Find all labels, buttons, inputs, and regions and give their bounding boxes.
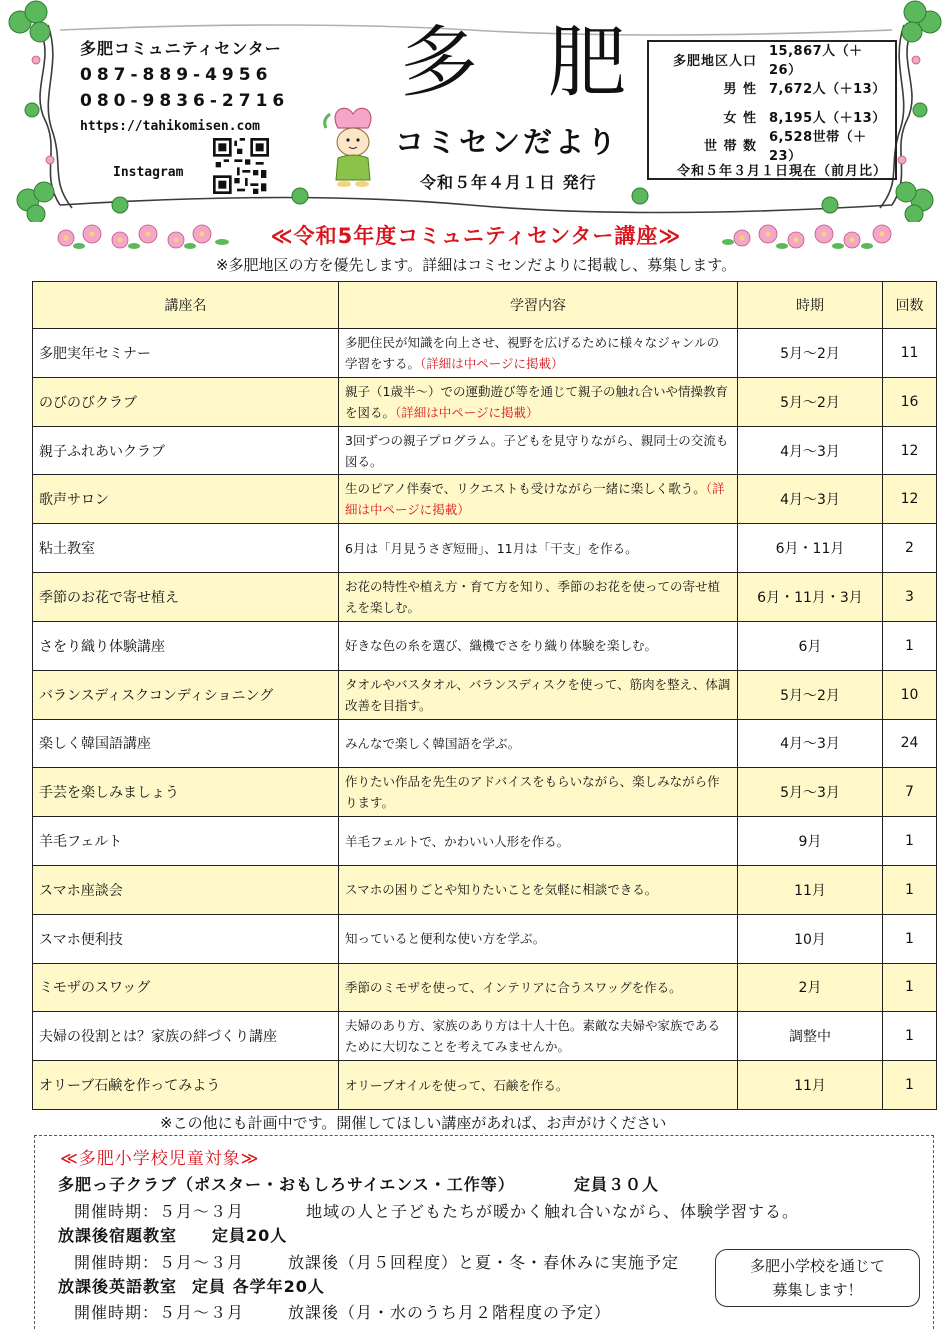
course-period-cell: 11月 (738, 865, 883, 914)
table-row (33, 377, 937, 426)
course-name-cell: 楽しく韓国語講座 (33, 719, 339, 768)
table-row (33, 621, 937, 670)
population-row (657, 129, 887, 164)
course-count-cell: 16 (883, 377, 937, 426)
course-count-cell: 1 (883, 914, 937, 963)
population-value: 8,195人（＋13） (769, 110, 886, 126)
course-content-cell (339, 865, 738, 914)
title-char-1: 多 (400, 18, 549, 108)
course-period-cell: 5月～2月 (738, 329, 883, 378)
english-class-capacity: 定員 各学年20人 (192, 1277, 325, 1296)
course-table (32, 281, 937, 1110)
course-content-cell (339, 573, 738, 622)
course-period-cell: 5月～3月 (738, 768, 883, 817)
course-name-cell: 粘土教室 (33, 524, 339, 573)
course-content-cell (339, 1012, 738, 1061)
course-content-cell (339, 426, 738, 475)
kids-club-period: 開催時期：５月～３月 (74, 1202, 245, 1221)
kids-section-title: ≪多肥小学校児童対象≫ (60, 1149, 260, 1169)
course-count-cell: 1 (883, 817, 937, 866)
table-row (33, 573, 937, 622)
course-table-body (33, 329, 937, 1110)
center-name: 多肥コミュニティセンター (80, 39, 282, 58)
homework-class-capacity: 定員20人 (212, 1226, 288, 1245)
column-header-count: 回数 (883, 282, 937, 329)
course-content-cell (339, 1061, 738, 1110)
course-content-cell (339, 377, 738, 426)
course-period-cell: 5月～2月 (738, 377, 883, 426)
course-name-cell: バランスディスクコンディショニング (33, 670, 339, 719)
course-content-text: 作りたい作品を先生のアドバイスをもらいながら、楽しみながら作ります。 (345, 774, 720, 811)
kids-club-description: 地域の人と子どもたちが暖かく触れ合いながら、体験学習する。 (306, 1202, 800, 1221)
title-char-2: 肥 (548, 18, 697, 108)
course-period-cell: 6月 (738, 621, 883, 670)
course-period-cell: 5月～2月 (738, 670, 883, 719)
column-header-content: 学習内容 (339, 282, 738, 329)
issue-date: 令和５年４月１日 発行 (420, 173, 597, 192)
course-name-cell: ミモザのスワッグ (33, 963, 339, 1012)
course-detail-note: （詳細は中ページに掲載） (345, 481, 725, 518)
population-row (657, 44, 887, 79)
population-value: 7,672人（＋13） (769, 82, 886, 98)
homework-class-description: 放課後（月５回程度）と夏・冬・春休みに実施予定 (288, 1253, 680, 1272)
population-value: 6,528世帯（＋23） (769, 129, 867, 164)
priority-note: ※多肥地区の方を優先します。詳細はコミセンだよりに掲載し、募集します。 (215, 256, 737, 274)
course-name-cell: のびのびクラブ (33, 377, 339, 426)
contact-block (80, 36, 300, 134)
course-content-cell (339, 768, 738, 817)
english-class-period: 開催時期：５月～３月 (74, 1303, 245, 1322)
course-content-text: みんなで楽しく韓国語を学ぶ。 (345, 735, 521, 751)
flower-decoration-right-icon (722, 220, 902, 254)
course-period-cell: 2月 (738, 963, 883, 1012)
course-content-text: 6月は「月見うさぎ短冊」、11月は「干支」を作る。 (345, 540, 638, 556)
course-name-cell: 多肥実年セミナー (33, 329, 339, 378)
planning-note: ※この他にも計画中です。開催してほしい講座があれば、お声がけください (160, 1114, 667, 1132)
course-count-cell: 3 (883, 573, 937, 622)
course-content-text: 好きな色の糸を選び、織機でさをり織り体験を楽しむ。 (345, 638, 658, 654)
course-period-cell: 4月～3月 (738, 426, 883, 475)
english-class-description: 放課後（月・水のうち月２階程度の予定） (288, 1303, 612, 1322)
phone-number-2[interactable]: 080-9836-2716 (80, 91, 290, 111)
course-content-text: 親子（1歳半～）での運動遊び等を通じて親子の触れ合いや情操教育を図る。 (345, 383, 728, 420)
table-row (33, 914, 937, 963)
table-row (33, 1012, 937, 1061)
population-label: 女 性 (723, 110, 757, 126)
callout-line-1: 多肥小学校を通じて (749, 1257, 885, 1275)
homework-class-period: 開催時期：５月～３月 (74, 1253, 245, 1272)
course-content-text: 季節のミモザを使って、インテリアに合うスワッグを作る。 (345, 979, 682, 995)
course-count-cell: 11 (883, 329, 937, 378)
course-name-cell: 夫婦の役割とは？家族の絆づくり講座 (33, 1012, 339, 1061)
population-label: 多肥地区人口 (672, 53, 757, 69)
course-detail-note: （詳細は中ページに掲載） (420, 355, 564, 371)
course-count-cell: 2 (883, 524, 937, 573)
course-detail-note: （詳細は中ページに掲載） (395, 404, 539, 420)
course-name-cell: 羊毛フェルト (33, 817, 339, 866)
course-count-cell: 1 (883, 963, 937, 1012)
course-count-cell: 12 (883, 426, 937, 475)
phone-number-1[interactable]: 087-889-4956 (80, 65, 273, 85)
table-row (33, 1061, 937, 1110)
course-count-cell: 10 (883, 670, 937, 719)
course-name-cell: スマホ座談会 (33, 865, 339, 914)
course-period-cell: 10月 (738, 914, 883, 963)
course-name-cell: 歌声サロン (33, 475, 339, 524)
table-header-row (33, 282, 937, 329)
course-name-cell: さをり織り体験講座 (33, 621, 339, 670)
newsletter-header (0, 0, 952, 222)
course-name-cell: オリーブ石鹸を作ってみよう (33, 1061, 339, 1110)
table-row (33, 768, 937, 817)
course-count-cell: 1 (883, 1061, 937, 1110)
table-row (33, 329, 937, 378)
website-url[interactable]: https://tahikomisen.com (80, 119, 261, 134)
qr-code-icon[interactable] (213, 138, 269, 194)
kids-club-title: 多肥っ子クラブ（ポスター・おもしろサイエンス・工作等） (58, 1175, 515, 1194)
population-row (657, 74, 887, 103)
english-class-title: 放課後英語教室 (58, 1277, 178, 1296)
course-count-cell: 1 (883, 1012, 937, 1061)
section-title: ≪令和5年度コミュニティセンター講座≫ (270, 224, 682, 248)
course-period-cell: 6月・11月・3月 (738, 573, 883, 622)
course-content-text: タオルやバスタオル、バランスディスクを使って、筋肉を整え、体調改善を目指す。 (345, 676, 731, 713)
instagram-label: Instagram (113, 165, 184, 180)
course-content-cell (339, 963, 738, 1012)
population-label: 男 性 (723, 82, 757, 98)
course-period-cell: 6月・11月 (738, 524, 883, 573)
course-content-text: お花の特性や植え方・育て方を知り、季節のお花を使っての寄せ植えを楽しむ。 (345, 578, 721, 615)
course-content-cell (339, 817, 738, 866)
homework-class-title: 放課後宿題教室 (58, 1226, 178, 1245)
course-content-text: 知っていると便利な使い方を学ぶ。 (345, 931, 546, 947)
course-count-cell: 1 (883, 621, 937, 670)
course-content-cell (339, 719, 738, 768)
course-content-cell (339, 475, 738, 524)
course-period-cell: 4月～3月 (738, 719, 883, 768)
course-content-cell (339, 914, 738, 963)
table-row (33, 963, 937, 1012)
course-content-text: 羊毛フェルトで、かわいい人形を作る。 (345, 833, 570, 849)
course-name-cell: スマホ便利技 (33, 914, 339, 963)
mascot-icon (318, 100, 388, 190)
course-period-cell: 9月 (738, 817, 883, 866)
population-label: 世 帯 数 (703, 139, 757, 155)
kids-club-capacity: 定員３０人 (574, 1175, 660, 1194)
population-as-of: 令和５年３月１日現在（前月比） (676, 164, 887, 179)
table-row (33, 475, 937, 524)
course-name-cell: 季節のお花で寄せ植え (33, 573, 339, 622)
course-name-cell: 親子ふれあいクラブ (33, 426, 339, 475)
course-count-cell: 7 (883, 768, 937, 817)
course-content-text: オリーブオイルを使って、石鹸を作る。 (345, 1077, 569, 1093)
column-header-course-name: 講座名 (33, 282, 339, 329)
course-period-cell: 11月 (738, 1061, 883, 1110)
population-box (647, 40, 897, 180)
course-count-cell: 24 (883, 719, 937, 768)
course-period-cell: 4月～3月 (738, 475, 883, 524)
recruitment-callout (715, 1249, 920, 1307)
callout-line-2: 募集します！ (772, 1281, 863, 1299)
course-content-cell (339, 670, 738, 719)
course-content-text: 多肥住民が知識を向上させ、視野を広げるために様々なジャンルの学習をする。 (345, 334, 720, 371)
table-row (33, 426, 937, 475)
course-content-text: 生のピアノ伴奏で、リクエストも受けながら一緒に楽しく歌う。 (345, 481, 706, 497)
course-content-cell (339, 329, 738, 378)
course-content-text: 夫婦のあり方、家族のあり方は十人十色。素敵な夫婦や家族であるために大切なことを考えてみませんか。 (345, 1018, 721, 1055)
course-name-cell: 手芸を楽しみましょう (33, 768, 339, 817)
course-count-cell: 12 (883, 475, 937, 524)
table-row (33, 817, 937, 866)
course-content-cell (339, 524, 738, 573)
course-count-cell: 1 (883, 865, 937, 914)
table-row (33, 524, 937, 573)
course-content-text: 3回ずつの親子プログラム。子どもを見守りながら、親同士の交流も図る。 (345, 432, 729, 469)
table-row (33, 670, 937, 719)
table-row (33, 719, 937, 768)
newsletter-subtitle: コミセンだより (395, 125, 620, 159)
course-content-cell (339, 621, 738, 670)
table-row (33, 865, 937, 914)
course-period-cell: 調整中 (738, 1012, 883, 1061)
course-content-text: スマホの困りごとや知りたいことを気軽に相談できる。 (345, 882, 658, 898)
column-header-period: 時期 (738, 282, 883, 329)
population-value: 15,867人（＋26） (769, 44, 863, 79)
